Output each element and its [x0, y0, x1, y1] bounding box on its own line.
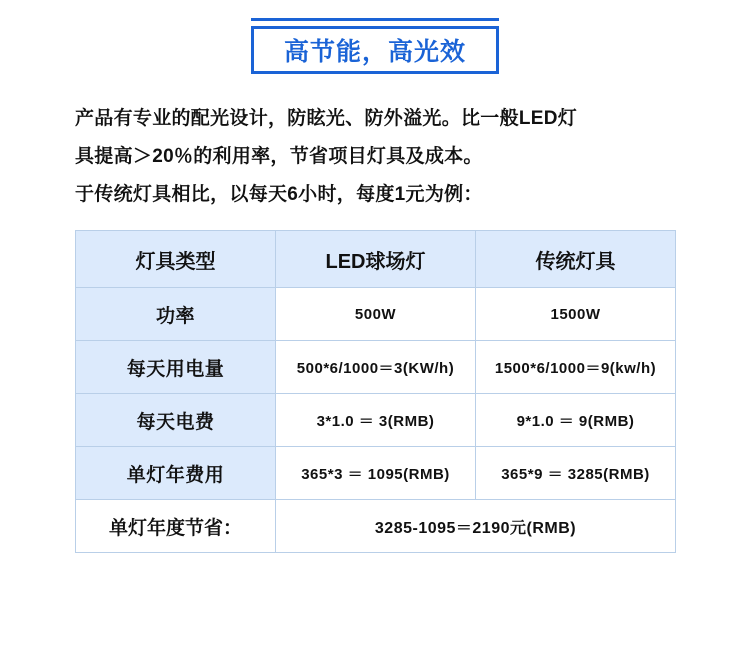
row-value-power-led: 500W — [276, 288, 476, 341]
table-header-row — [76, 231, 676, 288]
table-row — [76, 394, 676, 447]
row-value-daily-cost-led: 3*1.0 ＝ 3(RMB) — [276, 394, 476, 447]
row-label-daily-energy: 每天用电量 — [76, 341, 276, 394]
table-footer-row — [76, 500, 676, 553]
row-label-power: 功率 — [76, 288, 276, 341]
row-label-annual-saving: 单灯年度节省： — [76, 500, 276, 553]
table-row — [76, 341, 676, 394]
row-value-power-traditional: 1500W — [476, 288, 676, 341]
row-label-annual-cost: 单灯年费用 — [76, 447, 276, 500]
row-value-annual-cost-led: 365*3 ＝ 1095(RMB) — [276, 447, 476, 500]
comparison-table — [75, 230, 676, 553]
intro-line-1: 产品有专业的配光设计，防眩光、防外溢光。比一般LED灯 — [75, 108, 578, 129]
row-value-daily-cost-traditional: 9*1.0 ＝ 9(RMB) — [476, 394, 676, 447]
intro-paragraph — [75, 100, 675, 214]
title-top-rule — [251, 18, 499, 21]
comparison-table-wrap — [75, 230, 675, 553]
table-row — [76, 288, 676, 341]
table-header-cell-led: LED球场灯 — [276, 231, 476, 288]
title-box — [251, 26, 499, 74]
row-value-annual-cost-traditional: 365*9 ＝ 3285(RMB) — [476, 447, 676, 500]
row-value-daily-energy-led: 500*6/1000＝3(KW/h) — [276, 341, 476, 394]
row-value-daily-energy-traditional: 1500*6/1000＝9(kw/h) — [476, 341, 676, 394]
table-header-cell-traditional: 传统灯具 — [476, 231, 676, 288]
page-title: 高节能，高光效 — [283, 38, 466, 66]
title-block — [251, 0, 499, 74]
table-row — [76, 447, 676, 500]
row-label-daily-cost: 每天电费 — [76, 394, 276, 447]
intro-line-3: 于传统灯具相比，以每天6小时，每度1元为例： — [75, 184, 483, 205]
row-value-annual-saving: 3285-1095＝2190元(RMB) — [276, 500, 676, 553]
table-header-cell-type: 灯具类型 — [76, 231, 276, 288]
intro-line-2: 具提高＞20％的利用率，节省项目灯具及成本。 — [75, 146, 483, 167]
